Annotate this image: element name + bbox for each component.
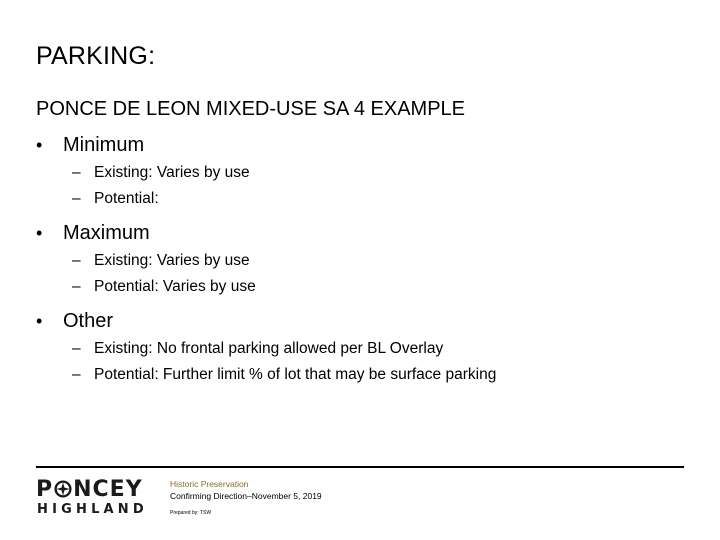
footer-event-line <box>170 490 322 502</box>
sub-item <box>36 336 676 362</box>
bullet-content <box>36 130 676 394</box>
footer-prepared-by: Prepared by: TSW <box>170 510 212 516</box>
sub-item-text: Potential: <box>94 190 159 207</box>
section-heading-label: Maximum <box>63 222 150 244</box>
sub-list <box>36 248 676 300</box>
dash-icon: – <box>72 252 81 269</box>
dash-icon: – <box>72 340 81 357</box>
sub-item <box>36 248 676 274</box>
sub-item-text: Potential: Varies by use <box>94 278 256 295</box>
bullet-icon: • <box>36 311 43 331</box>
footer-date: November 5, 2019 <box>251 491 322 501</box>
logo-letter: P <box>36 477 54 502</box>
dash-icon: – <box>72 164 81 181</box>
section-heading-label: Minimum <box>63 134 145 156</box>
section-heading <box>36 218 676 248</box>
section-heading <box>36 130 676 160</box>
sub-item-text: Potential: Further limit % of lot that may be surface parking <box>94 366 497 383</box>
footer-info <box>170 478 322 518</box>
section-heading <box>36 306 676 336</box>
logo-letters: NCEY <box>73 477 143 502</box>
poncey-highland-logo <box>36 478 160 520</box>
logo-wordmark-bottom: HIGHLAND <box>37 502 148 517</box>
sub-item <box>36 186 676 212</box>
sub-item-text: Existing: Varies by use <box>94 164 250 181</box>
footer-divider <box>36 466 684 468</box>
sub-item <box>36 362 676 388</box>
sub-item <box>36 274 676 300</box>
bullet-icon: • <box>36 223 43 243</box>
dash-icon: – <box>72 190 81 207</box>
dash-icon: – <box>72 366 81 383</box>
logo-wordmark-top <box>36 478 143 502</box>
slide-subtitle: PONCE DE LEON MIXED-USE SA 4 EXAMPLE <box>36 98 466 120</box>
sub-item-text: Existing: Varies by use <box>94 252 250 269</box>
footer-org: Historic Preservation <box>170 479 249 489</box>
bullet-icon: • <box>36 135 43 155</box>
footer-event: Confirming Direction <box>170 491 247 501</box>
section-heading-label: Other <box>63 310 114 332</box>
sub-list <box>36 160 676 212</box>
sub-item-text: Existing: No frontal parking allowed per BL Overlay <box>94 340 444 357</box>
sub-item <box>36 160 676 186</box>
slide-title: PARKING: <box>36 42 156 70</box>
compass-icon <box>54 480 72 498</box>
dash-icon: – <box>72 278 81 295</box>
sub-list <box>36 336 676 388</box>
footer-separator: – <box>247 491 252 501</box>
